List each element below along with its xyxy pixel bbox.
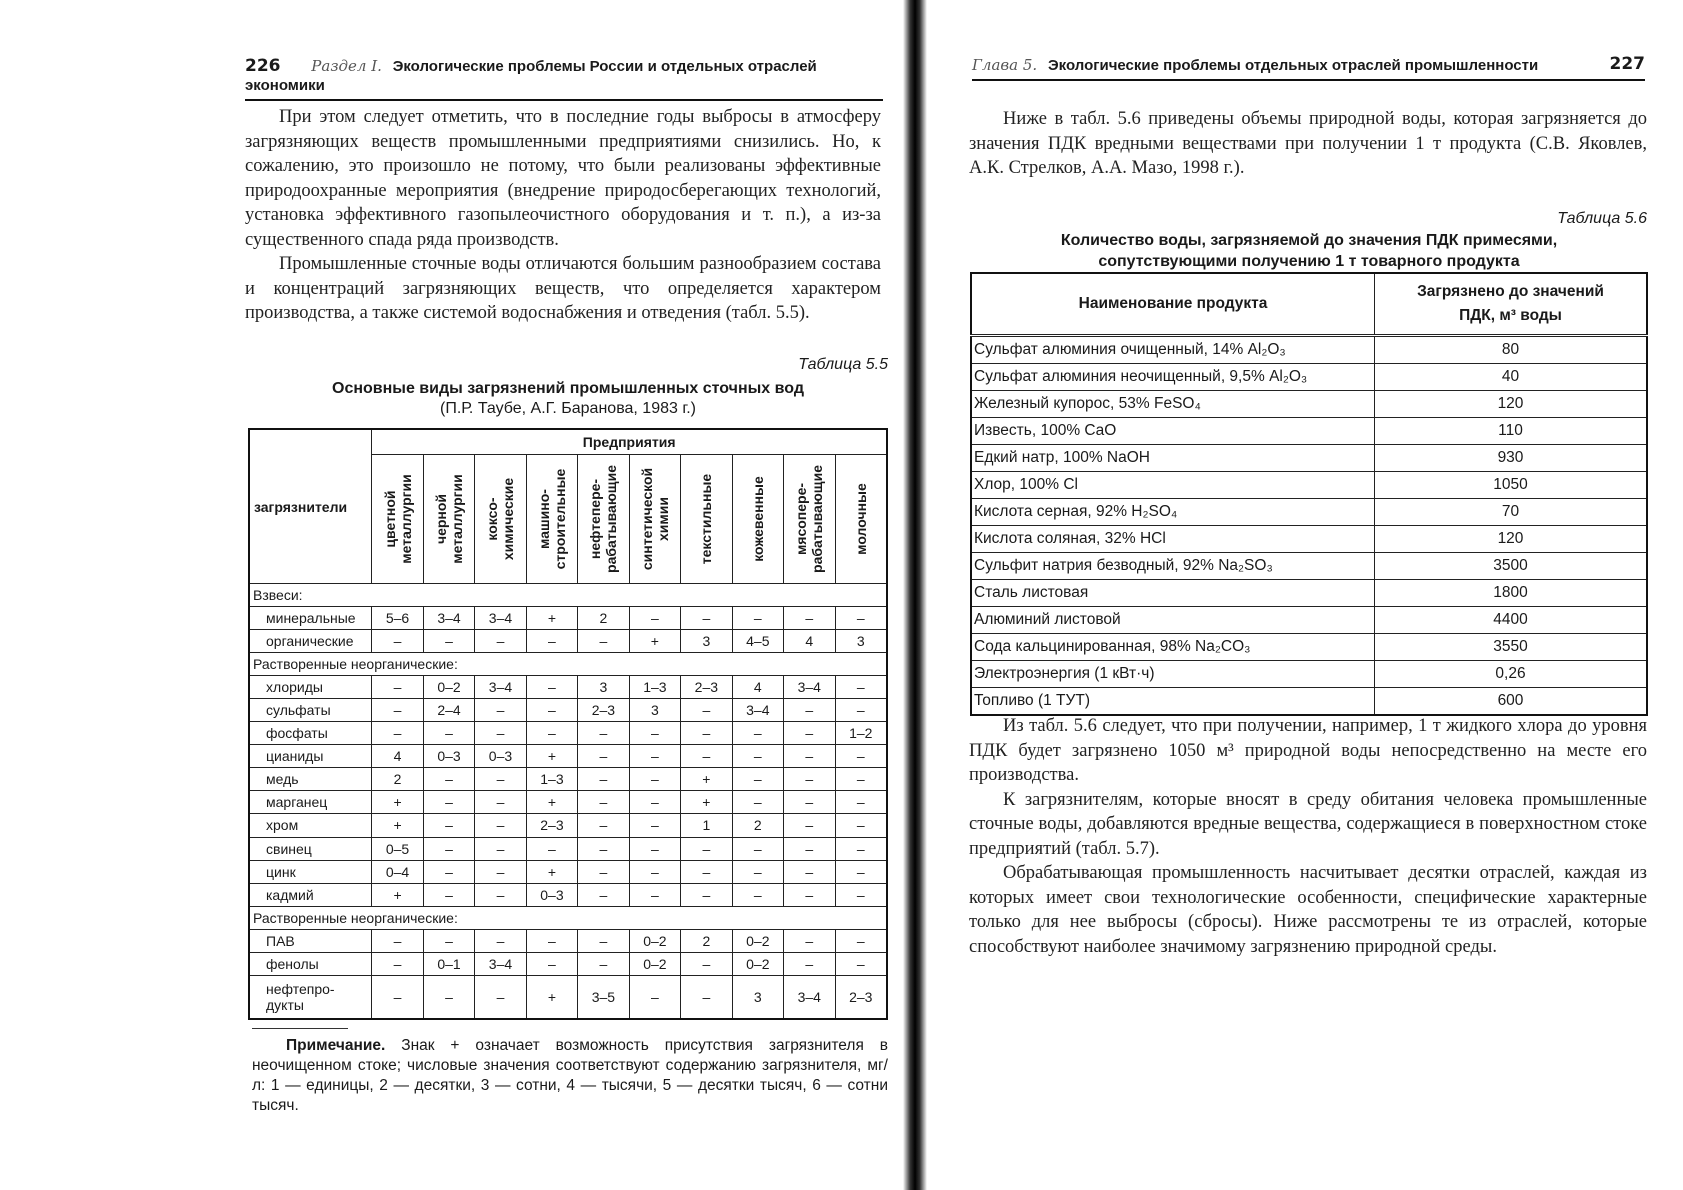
row-header: загрязнители — [249, 429, 372, 584]
table-row — [971, 526, 1647, 553]
table-cell: 0–3 — [526, 883, 577, 906]
table-cell: 3 — [681, 630, 732, 653]
table-cell: + — [372, 883, 423, 906]
table-cell: – — [423, 814, 474, 837]
pollutant-name: минеральные — [249, 607, 372, 630]
table-row — [249, 975, 887, 1019]
table-row — [971, 553, 1647, 580]
running-head-title: Экологические проблемы России и отдельных отраслей экономики — [245, 58, 817, 94]
table-row — [971, 688, 1647, 716]
table-cell: – — [629, 837, 680, 860]
table-cell: – — [681, 745, 732, 768]
column-header-line: молочные — [852, 483, 869, 555]
table-cell: – — [784, 722, 835, 745]
enterprise-column-header — [629, 455, 680, 584]
table-cell: – — [578, 837, 629, 860]
table-cell: – — [835, 768, 887, 791]
table-cell: – — [475, 929, 526, 952]
table-cell: – — [835, 837, 887, 860]
table-cell: – — [423, 883, 474, 906]
table-cell: – — [372, 630, 423, 653]
right-running-head — [972, 56, 1645, 81]
water-volume: 600 — [1375, 688, 1648, 716]
table-row — [249, 630, 887, 653]
paragraph: Из табл. 5.6 следует, что при получении, например, 1 т жидкого хлора до уровня ПДК будет загрязнено 1050 м³ природной воды непосредственно на месте его производства. — [969, 716, 1647, 785]
table-row — [249, 814, 887, 837]
table-cell: – — [681, 860, 732, 883]
table-cell: – — [475, 722, 526, 745]
table-cell: – — [835, 860, 887, 883]
table-row — [971, 499, 1647, 526]
table-cell: – — [784, 745, 835, 768]
table-note — [252, 1036, 888, 1116]
product-name: Сульфит натрия безводный, 92% Na₂SO₃ — [971, 553, 1375, 580]
table-cell: 0–4 — [372, 860, 423, 883]
water-volume: 80 — [1375, 336, 1648, 364]
table-cell: – — [835, 814, 887, 837]
table-cell: – — [372, 676, 423, 699]
table-row — [249, 883, 887, 906]
table-cell: – — [475, 768, 526, 791]
pollutant-name: нефтепро-дукты — [249, 975, 372, 1019]
table-cell: 3 — [629, 699, 680, 722]
paragraph: Промышленные сточные воды отличаются большим разнообразием состава и концентраций загрязняющих веществ, что определяется характером производства, а также системой водоснабжения и отведения (табл. 5.5). — [245, 254, 881, 323]
pollutant-name: сульфаты — [249, 699, 372, 722]
table-cell: 0–1 — [423, 952, 474, 975]
product-name: Известь, 100% CaO — [971, 418, 1375, 445]
table-cell: 1 — [681, 814, 732, 837]
table-cell: 2 — [372, 768, 423, 791]
column-header-line: металлургии — [449, 474, 465, 564]
table-source: (П.Р. Таубе, А.Г. Баранова, 1983 г.) — [440, 400, 696, 417]
table-cell: 2–3 — [578, 699, 629, 722]
enterprise-column-header — [578, 455, 629, 584]
table-cell: 3–4 — [475, 676, 526, 699]
table-cell: – — [681, 607, 732, 630]
table-cell: 3–5 — [578, 975, 629, 1019]
table-cell: – — [629, 722, 680, 745]
table-cell: 2 — [681, 929, 732, 952]
table-row — [971, 634, 1647, 661]
table-cell: – — [681, 975, 732, 1019]
pollutant-name: медь — [249, 768, 372, 791]
table-cell: – — [732, 745, 783, 768]
table-row — [971, 418, 1647, 445]
table-cell: – — [475, 860, 526, 883]
table-cell: – — [629, 791, 680, 814]
water-volume: 1050 — [1375, 472, 1648, 499]
pollutant-name: органические — [249, 630, 372, 653]
table-cell: – — [475, 883, 526, 906]
enterprise-column-header — [475, 455, 526, 584]
paragraph: При этом следует отметить, что в последние годы выбросы в атмосферу загрязняющих веществ промышленными предприятиями снизились. Но, к сожалению, это произошло не потому, что были реализованы эффективные природоохранные мероприятия (внедрение природосберегающих технологий, установка эффективного газопылеочистного оборудования и т. п.), а из-за существенного спада ряда производств. — [245, 107, 881, 250]
table-cell: – — [784, 791, 835, 814]
table-cell: – — [784, 699, 835, 722]
product-name: Кислота соляная, 32% HCl — [971, 526, 1375, 553]
table-title: Основные виды загрязнений промышленных сточных вод — [332, 380, 804, 397]
table-cell: – — [784, 814, 835, 837]
table-cell: – — [784, 860, 835, 883]
table-cell: + — [526, 975, 577, 1019]
product-name: Топливо (1 ТУТ) — [971, 688, 1375, 716]
table-cell: 3–4 — [732, 699, 783, 722]
table-cell: 2 — [732, 814, 783, 837]
paragraph: Ниже в табл. 5.6 приведены объемы природной воды, которая загрязняется до значения ПДК вредными веществами при получении 1 т продукта (С.В. Яковлев, А.К. Стрелков, А.А. Мазо, 1998 г.). — [969, 109, 1647, 178]
table-cell: 3–4 — [784, 975, 835, 1019]
table-row — [249, 791, 887, 814]
pollutants-table — [248, 428, 888, 1020]
table-row — [971, 391, 1647, 418]
table-cell: + — [681, 768, 732, 791]
page-number: 226 — [245, 56, 281, 76]
table-cell: – — [526, 952, 577, 975]
table-title — [970, 230, 1648, 272]
note-text: Знак + означает возможность присутствия загрязнителя в неочищенном стоке; числовые значения соответствуют содержанию загрязнителя, мг/л: 1 — единицы, 2 — десятки, 3 — сотни, 4 — тысячи, 5 — десятки тысяч, 6 — сотни тысяч. — [252, 1037, 888, 1114]
table-cell: – — [835, 929, 887, 952]
table-cell: 0–5 — [372, 837, 423, 860]
table-row — [971, 472, 1647, 499]
table-cell: 2–3 — [835, 975, 887, 1019]
column-header-line: рабатывающие — [809, 465, 826, 573]
table-cell: 4–5 — [732, 630, 783, 653]
table-cell: – — [423, 860, 474, 883]
table-cell: 5–6 — [372, 607, 423, 630]
pollutant-name: хром — [249, 814, 372, 837]
group-label: Взвеси: — [249, 584, 887, 607]
group-label: Растворенные неорганические: — [249, 906, 887, 929]
enterprise-column-header — [784, 455, 835, 584]
table-cell: 0–3 — [423, 745, 474, 768]
table-cell: + — [526, 745, 577, 768]
table-row — [971, 661, 1647, 688]
table-row — [249, 860, 887, 883]
pollutant-name: цианиды — [249, 745, 372, 768]
table-cell: – — [835, 883, 887, 906]
table-cell: + — [526, 607, 577, 630]
table-cell: – — [835, 745, 887, 768]
water-volume: 120 — [1375, 526, 1648, 553]
table-cell: – — [578, 630, 629, 653]
table-cell: 2–4 — [423, 699, 474, 722]
pollutant-name: фенолы — [249, 952, 372, 975]
product-name: Едкий натр, 100% NaOH — [971, 445, 1375, 472]
column-header-line: текстильные — [698, 473, 715, 565]
table-cell: – — [784, 607, 835, 630]
table-cell: – — [372, 952, 423, 975]
column-header-line: машино- — [535, 489, 552, 549]
table-cell: – — [629, 745, 680, 768]
note-label: Примечание. — [286, 1037, 386, 1054]
table-cell: – — [835, 791, 887, 814]
product-name: Кислота серная, 92% H₂SO₄ — [971, 499, 1375, 526]
table-cell: 0–2 — [732, 952, 783, 975]
table-cell: 2–3 — [526, 814, 577, 837]
table-cell: – — [578, 791, 629, 814]
product-name: Сульфат алюминия неочищенный, 9,5% Al₂O₃ — [971, 364, 1375, 391]
table-label: Таблица 5.6 — [1557, 210, 1647, 227]
table-cell: + — [526, 860, 577, 883]
table-cell: – — [732, 722, 783, 745]
table-cell: 3 — [732, 975, 783, 1019]
column-header-line: коксо- — [484, 497, 501, 541]
table-cell: – — [629, 768, 680, 791]
table-cell: – — [423, 975, 474, 1019]
product-name: Железный купорос, 53% FeSO₄ — [971, 391, 1375, 418]
table-cell: 4 — [784, 630, 835, 653]
table-cell: – — [423, 791, 474, 814]
table-cell: – — [475, 699, 526, 722]
table-row — [249, 722, 887, 745]
table-row — [249, 699, 887, 722]
product-name: Алюминий листовой — [971, 607, 1375, 634]
table-cell: – — [475, 837, 526, 860]
table-cell: – — [835, 699, 887, 722]
water-volume: 4400 — [1375, 607, 1648, 634]
table-cell: – — [372, 699, 423, 722]
table-cell: – — [784, 929, 835, 952]
left-body-text — [245, 105, 881, 326]
enterprise-column-header — [423, 455, 474, 584]
table-cell: – — [526, 699, 577, 722]
water-volume: 3500 — [1375, 553, 1648, 580]
table-cell: – — [681, 837, 732, 860]
pollutant-name: кадмий — [249, 883, 372, 906]
table-cell: 3 — [578, 676, 629, 699]
table-cell: – — [475, 630, 526, 653]
table-cell: – — [526, 630, 577, 653]
enterprise-column-header — [732, 455, 783, 584]
table-cell: – — [732, 837, 783, 860]
section-label: Раздел I. — [311, 57, 382, 75]
table-row — [249, 745, 887, 768]
table-cell: – — [372, 722, 423, 745]
table-cell: 4 — [732, 676, 783, 699]
table-cell: + — [681, 791, 732, 814]
group-label: Растворенные неорганические: — [249, 653, 887, 676]
table-cell: – — [423, 722, 474, 745]
water-volume: 930 — [1375, 445, 1648, 472]
table-cell: 3 — [835, 630, 887, 653]
table-label: Таблица 5.5 — [798, 356, 888, 373]
table-row — [249, 607, 887, 630]
water-volume: 40 — [1375, 364, 1648, 391]
product-name: Сода кальцинированная, 98% Na₂CO₃ — [971, 634, 1375, 661]
table-cell: 0–2 — [732, 929, 783, 952]
pollutant-name: свинец — [249, 837, 372, 860]
column-header-line: мясопере- — [793, 482, 810, 556]
water-volume: 0,26 — [1375, 661, 1648, 688]
table-cell: – — [526, 722, 577, 745]
table-cell: – — [526, 837, 577, 860]
column-header-line: химические — [500, 477, 517, 561]
product-name: Сульфат алюминия очищенный, 14% Al₂O₃ — [971, 336, 1375, 364]
water-volume: 110 — [1375, 418, 1648, 445]
enterprises-header: Предприятия — [372, 429, 887, 455]
table-row — [971, 607, 1647, 634]
table-cell: 0–3 — [475, 745, 526, 768]
table-cell: – — [475, 814, 526, 837]
enterprise-column-header — [835, 455, 887, 584]
table-cell: – — [629, 814, 680, 837]
table-cell: – — [578, 745, 629, 768]
table-row — [971, 445, 1647, 472]
table-cell: – — [526, 676, 577, 699]
column-header-line: химии — [654, 497, 671, 541]
table-row — [249, 768, 887, 791]
group-row — [249, 653, 887, 676]
table-cell: – — [475, 975, 526, 1019]
table-cell: 1–3 — [526, 768, 577, 791]
value-column-header — [1375, 273, 1648, 336]
enterprise-column-header — [681, 455, 732, 584]
table-cell: 4 — [372, 745, 423, 768]
table-cell: 2 — [578, 607, 629, 630]
table-title-line: Количество воды, загрязняемой до значения ПДК примесями, — [1060, 232, 1558, 249]
table-cell: – — [732, 860, 783, 883]
table-cell: – — [681, 883, 732, 906]
group-row — [249, 906, 887, 929]
group-row — [249, 584, 887, 607]
water-volume: 120 — [1375, 391, 1648, 418]
table-cell: – — [681, 952, 732, 975]
table-cell: – — [732, 768, 783, 791]
table-cell: + — [526, 791, 577, 814]
column-header-line: строительные — [551, 468, 568, 570]
table-cell: – — [423, 768, 474, 791]
table-row — [249, 676, 887, 699]
table-cell: – — [475, 791, 526, 814]
table-cell: – — [732, 791, 783, 814]
pollutant-name: хлориды — [249, 676, 372, 699]
table-cell: – — [578, 860, 629, 883]
table-cell: – — [578, 952, 629, 975]
right-body-text — [969, 714, 1647, 959]
table-cell: – — [835, 676, 887, 699]
product-name: Электроэнергия (1 кВт·ч) — [971, 661, 1375, 688]
table-cell: – — [681, 699, 732, 722]
paragraph: Обрабатывающая промышленность насчитывает десятки отраслей, каждая из которых имеет свои технологические особенности, специфические характерные только для нее выбросы (сбросы). Ниже рассмотрены те из отраслей, которые способствуют наиболее значимому загрязнению природной среды. — [969, 863, 1647, 957]
table-cell: – — [578, 814, 629, 837]
left-running-head — [245, 56, 883, 101]
table-cell: – — [629, 975, 680, 1019]
product-column-header: Наименование продукта — [971, 273, 1375, 336]
table-cell: + — [372, 791, 423, 814]
table-row — [249, 837, 887, 860]
column-header-line: металлургии — [397, 474, 414, 564]
column-header-line: синтетической — [638, 467, 655, 571]
table-title-line: сопутствующими получению 1 т товарного продукта — [1098, 253, 1520, 270]
running-head-title: Экологические проблемы отдельных отраслей промышленности — [1047, 57, 1539, 74]
paragraph: К загрязнителям, которые вносят в среду обитания человека промышленные сточные воды, добавляются вредные вещества, содержащиеся в поверхностном стоке предприятий (табл. 5.7). — [969, 789, 1647, 859]
table-cell: 3–4 — [423, 607, 474, 630]
product-name: Хлор, 100% Cl — [971, 472, 1375, 499]
table-cell: – — [578, 768, 629, 791]
pollutant-name: ПАВ — [249, 929, 372, 952]
value-header-line: ПДК, м³ воды — [1459, 307, 1562, 324]
table-cell: – — [578, 883, 629, 906]
table-cell: 1–2 — [835, 722, 887, 745]
pollutant-name: фосфаты — [249, 722, 372, 745]
table-cell: – — [835, 607, 887, 630]
table-cell: 2–3 — [681, 676, 732, 699]
table-cell: – — [578, 722, 629, 745]
table-row — [249, 952, 887, 975]
table-cell: – — [629, 607, 680, 630]
table-cell: 1–3 — [629, 676, 680, 699]
table-cell: 0–2 — [629, 929, 680, 952]
table-row — [971, 364, 1647, 391]
table-cell: – — [372, 929, 423, 952]
column-header-line: нефтепере- — [587, 478, 604, 560]
column-header-line: кожевенные — [749, 476, 766, 562]
right-page — [927, 0, 1683, 1190]
table-cell: – — [423, 929, 474, 952]
table-cell: + — [372, 814, 423, 837]
table-cell: – — [784, 837, 835, 860]
table-row — [971, 336, 1647, 364]
book-gutter — [903, 0, 927, 1190]
table-cell: 3–4 — [475, 952, 526, 975]
pollutant-name: цинк — [249, 860, 372, 883]
table-cell: – — [784, 768, 835, 791]
table-cell: – — [423, 837, 474, 860]
column-header-line: цветной — [381, 490, 398, 548]
table-cell: – — [372, 975, 423, 1019]
table-cell: – — [578, 929, 629, 952]
table-cell: – — [681, 722, 732, 745]
enterprise-column-header — [526, 455, 577, 584]
column-header-line: рабатывающие — [603, 465, 620, 573]
water-volume-table — [970, 272, 1648, 716]
table-cell: – — [732, 607, 783, 630]
table-cell: – — [784, 952, 835, 975]
table-cell: – — [784, 883, 835, 906]
table-row — [249, 929, 887, 952]
water-volume: 3550 — [1375, 634, 1648, 661]
product-name: Сталь листовая — [971, 580, 1375, 607]
water-volume: 70 — [1375, 499, 1648, 526]
value-header-line: Загрязнено до значений — [1417, 283, 1604, 300]
page-number: 227 — [1609, 54, 1645, 74]
table-cell: 3–4 — [475, 607, 526, 630]
table-cell: – — [526, 929, 577, 952]
table-row — [971, 580, 1647, 607]
column-header-line: черной — [433, 493, 449, 545]
table-cell: – — [629, 860, 680, 883]
enterprise-column-header — [372, 455, 423, 584]
section-label: Глава 5. — [972, 56, 1038, 74]
table-cell: – — [732, 883, 783, 906]
table-cell: 0–2 — [629, 952, 680, 975]
table-cell: – — [629, 883, 680, 906]
right-intro-text — [969, 107, 1647, 181]
note-divider — [252, 1028, 348, 1029]
table-cell: – — [423, 630, 474, 653]
table-cell: + — [629, 630, 680, 653]
table-cell: 0–2 — [423, 676, 474, 699]
table-cell: – — [835, 952, 887, 975]
water-volume: 1800 — [1375, 580, 1648, 607]
table-cell: 3–4 — [784, 676, 835, 699]
pollutant-name: марганец — [249, 791, 372, 814]
